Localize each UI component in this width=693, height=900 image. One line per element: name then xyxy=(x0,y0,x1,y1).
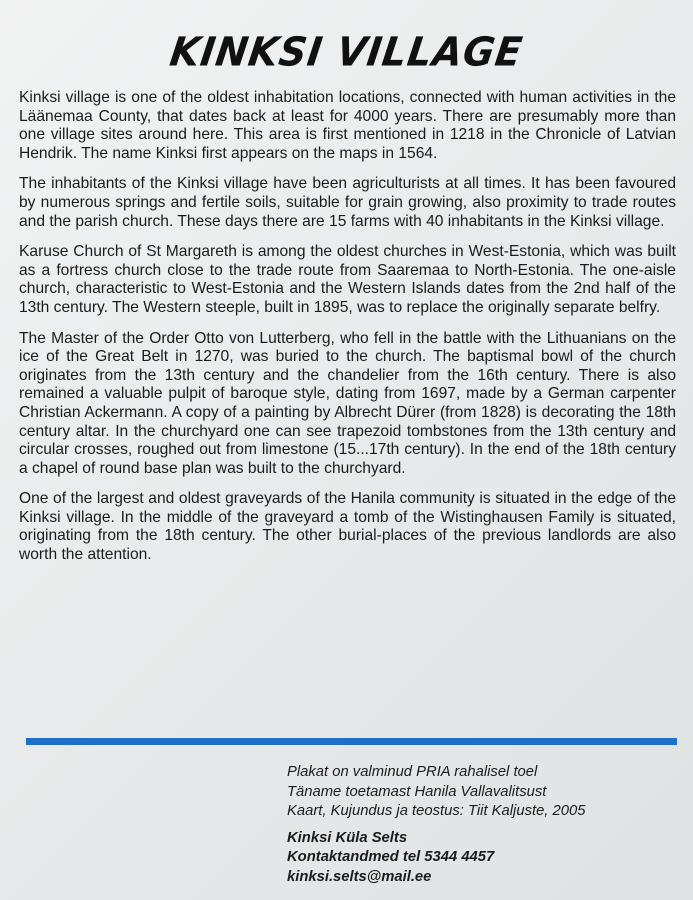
credit-funding: Plakat on valminud PRIA rahalisel toel xyxy=(287,764,538,780)
credit-email: kinksi.selts@mail.ee xyxy=(287,868,432,885)
paragraph-church-details: The Master of the Order Otto von Lutterberg, who fell in the battle with the Lithuanians on the ice of the Great Belt in 1270, was buried to the church. The baptismal bowl of the church originates from the 13th century and the chandelier from the 16th century. There is also remained a valuable pulpit of baroque style, dating from 1697, made by a German carpenter Christian Ackermann. A copy of a painting by Albrecht Dürer (from 1828) is decorating the 18th century altar. In the churchyard one can see trapezoid tombstones from the 13th century and circular crosses, roughed out from limestone (15...17th century). In the end of the 18th century a chapel of round base plan was built to the churchyard. xyxy=(19,329,676,477)
credit-design: Kaart, Kujundus ja teostus: Tiit Kaljuste, 2005 xyxy=(287,803,586,819)
credits-block xyxy=(287,763,687,887)
paragraph-history: Kinksi village is one of the oldest inhabitation locations, connected with human activities in the Läänemaa County, that dates back at least for 4000 years. There are presumably more than one village sites around here. This area is first mentioned in 1218 in the Chronicle of Latvian Hendrik. The name Kinksi first appears on the maps in 1564. xyxy=(19,89,676,162)
sign-body xyxy=(19,89,676,577)
paragraph-church: Karuse Church of St Margareth is among the oldest churches in West-Estonia, which was built as a fortress church close to the trade route from Saaremaa to North-Estonia. The one-aisle church, characteristic to West-Estonia and the Western Islands dates from the 2nd half of the 13th century. The Western steeple, built in 1895, was to replace the originally separate belfry. xyxy=(19,243,676,316)
credit-organization: Kinksi Küla Selts xyxy=(287,829,408,846)
paragraph-graveyard: One of the largest and oldest graveyards of the Hanila community is situated in the edge of the Kinksi village. In the middle of the graveyard a tomb of the Wistinghausen Family is situated, originating from the 18th century. The other burial-places of the previous landlords are also worth the attention. xyxy=(19,490,676,564)
credit-thanks: Täname toetamast Hanila Vallavalitsust xyxy=(287,783,547,800)
sign-title: KINKSI VILLAGE xyxy=(167,28,526,76)
paragraph-agriculture: The inhabitants of the Kinksi village have been agriculturists at all times. It has been favoured by numerous springs and fertile soils, suitable for grain growing, also proximity to trade routes and the parish church. These days there are 15 farms with 40 inhabitants in the Kinksi village. xyxy=(19,175,676,230)
blue-divider xyxy=(26,738,677,745)
credit-contact-phone: Kontaktandmed tel 5344 4457 xyxy=(287,849,495,865)
